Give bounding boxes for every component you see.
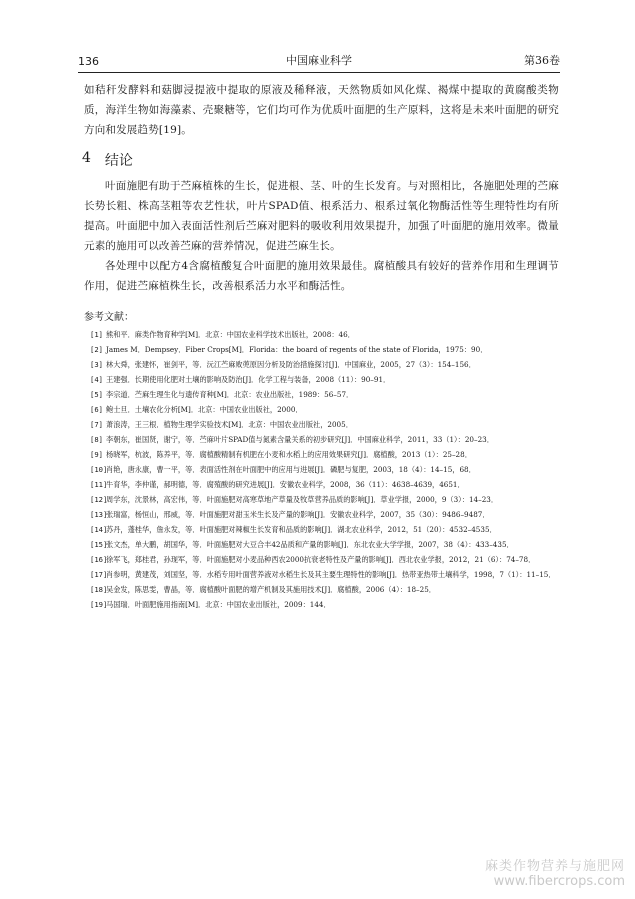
reference-text: 肖艳，唐永康，曹一平，等．表面活性剂在叶面肥中的应用与进展[J]．磷肥与复肥，2003，18（4）：14–15，68．	[106, 465, 476, 474]
volume-label: 第36卷	[524, 54, 560, 67]
reference-text: 熊和平．麻类作物育种学[M]．北京：中国农业科学技术出版社，2008：46．	[106, 330, 355, 339]
reference-number: [15]	[90, 540, 108, 549]
reference-text: 马国瑞．叶面肥施用指南[M]．北京：中国农业出版社，2009：144．	[106, 600, 331, 609]
references-title: 参考文献：	[84, 312, 134, 323]
reference-text: 周学东，沈景林，高宏伟，等．叶面施肥对高寒草地产草量及牧草营养品质的影响[J]．草业学报，2000，9（3）：14–23．	[106, 495, 499, 504]
reference-number: [18]	[90, 585, 108, 594]
reference-number: [5]	[90, 390, 103, 399]
reference-item	[84, 327, 559, 342]
reference-number: [8]	[90, 435, 103, 444]
reference-text: 李朝东，崔国贤，谢宁，等．苎麻叶片SPAD值与氮素含量关系的初步研究[J]．中国麻业科学，2011，33（1）：20–23．	[106, 435, 494, 444]
section-heading	[82, 150, 559, 170]
journal-title: 中国麻业科学	[286, 54, 352, 67]
watermark-url: www.fibercrops.com	[493, 874, 625, 889]
reference-item	[84, 552, 559, 567]
reference-text: 杨晓军，杭波，陈养平，等．腐植酸精制有机肥在小麦和水稻上的应用效果研究[J]．腐植酸，2013（1）：25–28．	[106, 450, 472, 459]
reference-number: [3]	[90, 360, 103, 369]
header-rule	[78, 72, 560, 73]
reference-number: [1]	[90, 330, 103, 339]
reference-item	[84, 342, 559, 357]
watermark-site-name: 麻类作物营养与施肥网	[484, 859, 625, 874]
reference-text: 王建强．长期使用化肥对土壤的影响及防治[J]．化学工程与装备，2008（11）：90–91．	[106, 375, 391, 384]
reference-text: 徐军飞，郑桂君，孙现军，等．叶面施肥对小麦品种西农2000抗衰老特性及产量的影响[J]．西北农业学报，2012，21（6）：74–78．	[106, 555, 536, 564]
conclusion-paragraph-2: 各处理中以配方4含腐植酸复合叶面肥的施用效果最佳。腐植酸具有较好的营养作用和生理调节作用，促进苎麻植株生长，改善根系活力水平和酶活性。	[84, 260, 559, 292]
reference-text: 林大舜，张建怀，崔剑平，等．沅江苎麻败蔸原因分析及防治措施探讨[J]．中国麻业，2005，27（3）：154–156．	[106, 360, 476, 369]
reference-number: [17]	[90, 570, 108, 579]
reference-item	[84, 522, 559, 537]
reference-item	[84, 507, 559, 522]
reference-item	[84, 357, 559, 372]
reference-number: [7]	[90, 420, 103, 429]
section-number: 4	[82, 150, 91, 166]
reference-text: 李宗道．苎麻生理生化与遗传育种[M]．北京：农业出版社，1989：56–57．	[106, 390, 354, 399]
reference-number: [6]	[90, 405, 103, 414]
intro-paragraph: 如秸秆发酵料和菇脚浸提液中提取的原液及稀释液，天然物质如风化煤、褐煤中提取的黄腐酸类物质，海洋生物如海藻素、壳聚糖等，它们均可作为优质叶面肥的生产原料，这将是未来叶面肥的研究方向和发展趋势[19]。	[84, 84, 559, 136]
conclusion-paragraph-1: 叶面施肥有助于苎麻植株的生长，促进根、茎、叶的生长发育。与对照相比，各施肥处理的苎麻长势长粗、株高茎粗等农艺性状，叶片SPAD值、根系活力、根系过氧化物酶活性等生理特性均有所提高。叶面肥中加入表面活性剂后苎麻对肥料的吸收利用效果提升，加强了叶面肥的施用效率。微量元素的施用可以改善苎麻的营养情况，促进苎麻生长。	[84, 180, 559, 252]
reference-item	[84, 537, 559, 552]
reference-text: 苏丹，蓬桂华，詹永发，等．叶面施肥对辣椒生长发育和品质的影响[J]．湖北农业科学，2012，51（20）：4532–4535．	[106, 525, 497, 534]
reference-text: 肖参明，黄建茂，刘国坚，等．水稻专用叶面营养液对水稻生长及其主要生理特性的影响[J]．热带亚热带土壤科学，1998，7（1）：11–15．	[106, 570, 556, 579]
reference-number: [16]	[90, 555, 108, 564]
reference-text: 牛育华，李仲谨，郝明德，等．腐殖酸的研究进展[J]．安徽农业科学，2008，36（11）：4638–4639，4651．	[106, 480, 465, 489]
reference-item	[84, 447, 559, 462]
reference-item	[84, 492, 559, 507]
reference-item	[84, 432, 559, 447]
reference-number: [4]	[90, 375, 103, 384]
reference-number: [9]	[90, 450, 103, 459]
reference-list	[84, 327, 559, 612]
reference-item	[84, 387, 559, 402]
reference-number: [2]	[90, 345, 103, 354]
page-body	[84, 80, 559, 612]
reference-item	[84, 417, 559, 432]
reference-number: [10]	[90, 465, 108, 474]
reference-text: 张瑞富，杨恒山，邢威，等．叶面施肥对甜玉米生长及产量的影响[J]．安徽农业科学，2007，35（30）：9486–9487．	[106, 510, 490, 519]
reference-item	[84, 402, 559, 417]
page-number: 136	[78, 55, 99, 68]
reference-text: 张文杰，单大鹏，胡国华，等．叶面施肥对大豆合丰42品质和产量的影响[J]．东北农业大学学报，2007，38（4）：433–435．	[106, 540, 514, 549]
reference-item	[84, 567, 559, 582]
reference-item	[84, 372, 559, 387]
reference-text: 鲍士旦．土壤农化分析[M]．北京：中国农业出版社，2000．	[106, 405, 303, 414]
reference-number: [19]	[90, 600, 108, 609]
section-title: 结论	[104, 153, 133, 169]
reference-text: James M．Dempsey．Fiber Crops[M]．Florida：the board of regents of the state of Florida，1975：90．	[106, 345, 488, 354]
reference-text: 吴金发，陈思雯，曹晶，等．腐植酸叶面肥的增产机制及其施用技术[J]．腐植酸，2006（4）：18–25．	[106, 585, 436, 594]
reference-item	[84, 597, 559, 612]
reference-number: [13]	[90, 510, 108, 519]
site-watermark	[485, 855, 625, 889]
reference-item	[84, 477, 559, 492]
reference-item	[84, 462, 559, 477]
reference-text: 萧浪涛，王三根．植物生理学实验技术[M]．北京：中国农业出版社，2005．	[106, 420, 353, 429]
reference-number: [14]	[90, 525, 108, 534]
running-header	[78, 48, 560, 68]
reference-number: [12]	[90, 495, 108, 504]
reference-item	[84, 582, 559, 597]
reference-number: [11]	[90, 480, 108, 489]
